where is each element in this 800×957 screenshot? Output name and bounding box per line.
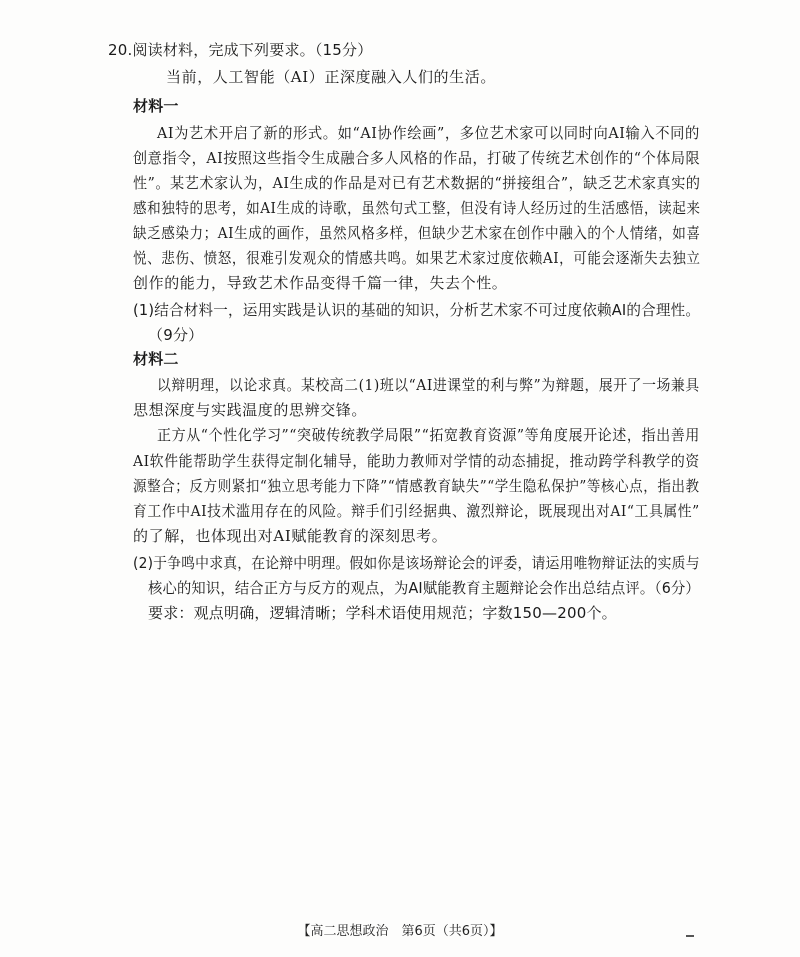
material-two-line: AI软件能帮助学生获得定制化辅导，能助力教师对学情的动态捕捉，推动跨学科教学的资 — [133, 452, 700, 470]
page-footer: 【高二思想政治 第6页（共6页）】 — [297, 924, 503, 939]
material-two-line: 以辩明理，以论求真。某校高二(1)班以“AI进课堂的利与弊”为辩题，展开了一场兼具 — [157, 376, 700, 394]
task-two-prompt: (2)于争鸣中求真，在论辩中明理。假如你是该场辩论会的评委，请运用唯物辩证法的实质与 — [133, 554, 700, 572]
task-two-prompt: 核心的知识，结合正方与反方的观点，为AI赋能教育主题辩论会作出总结点评。（6分） — [148, 579, 700, 597]
material-one-line: 创意指令，AI按照这些指令生成融合多人风格的作品，打破了传统艺术创作的“个体局限 — [133, 149, 701, 167]
task-one-score: （9分） — [148, 326, 204, 344]
material-one-title: 材料一 — [133, 97, 179, 115]
material-two-line: 正方从“个性化学习”“突破传统教学局限”“拓宽教育资源”等角度展开论述，指出善用 — [157, 426, 700, 444]
material-two-line: 思想深度与实践温度的思辨交锋。 — [133, 401, 368, 419]
question-header: 20.阅读材料，完成下列要求。（15分） — [108, 41, 373, 59]
material-two-line: 育工作中AI技术滥用存在的风险。辩手们引经据典、激烈辩论，既展现出对AI“工具属性” — [133, 502, 700, 520]
material-two-line: 的了解，也体现出对AI赋能教育的深刻思考。 — [133, 527, 448, 545]
task-one-prompt: (1)结合材料一，运用实践是认识的基础的知识，分析艺术家不可过度依赖AI的合理性。 — [133, 301, 701, 319]
material-two-line: 源整合；反方则紧扣“独立思考能力下降”“情感教育缺失”“学生隐私保护”等核心点，指出教 — [133, 477, 700, 495]
material-one-line: 性”。某艺术家认为，AI生成的作品是对已有艺术数据的“拼接组合”，缺乏艺术家真实的 — [133, 174, 701, 192]
material-one-line: 感和独特的思考，如AI生成的诗歌，虽然句式工整，但没有诗人经历过的生活感悟，读起来 — [133, 199, 701, 217]
material-one-line: 悦、悲伤、愤怒，很难引发观众的情感共鸣。如果艺术家过度依赖AI，可能会逐渐失去独立 — [133, 249, 701, 267]
corner-mark — [686, 935, 694, 937]
material-one-line: 创作的能力，导致艺术作品变得千篇一律，失去个性。 — [133, 274, 508, 292]
material-one-line: AI为艺术开启了新的形式。如“AI协作绘画”，多位艺术家可以同时向AI输入不同的 — [157, 124, 700, 142]
material-two-title: 材料二 — [133, 350, 179, 368]
question-intro: 当前，人工智能（AI）正深度融入人们的生活。 — [166, 68, 496, 86]
task-two-requirements: 要求：观点明确，逻辑清晰；学科术语使用规范；字数150—200个。 — [148, 604, 617, 622]
material-one-line: 缺乏感染力；AI生成的画作，虽然风格多样，但缺少艺术家在创作中融入的个人情绪，如喜 — [133, 224, 701, 242]
